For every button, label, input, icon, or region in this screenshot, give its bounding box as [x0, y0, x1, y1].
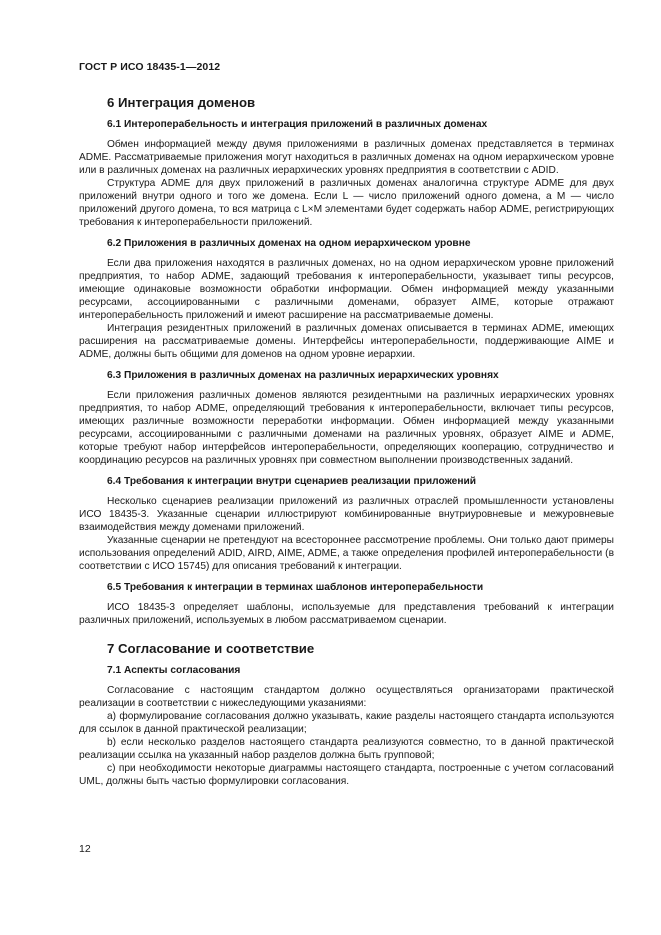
paragraph: Если приложения различных доменов являются резидентными на различных иерархических уровнях предприятия, то набор ADME, определяющий требования к интероперабельности, включает типы ресурсов, имеющих различные возможности переработки информации. Обмен информацией между указанными ресурсами, ассоциированными с различными доменами на различных уровнях, образует AIME и ADME, которые требуют набор интерфейсов интероперабельности, определяющих кооперацию, сотрудничество и координацию ресурсов на различных уровнях при совместном выполнении производственных заданий. [79, 390, 614, 466]
paragraph: Если два приложения находятся в различных доменах, но на одном иерархическом уровне приложений предприятия, то набор ADME, задающий требования к интероперабельности, указывает типы ресурсов, имеющие одинаковые возможности обработки информации. Обмен информацией между указанными ресурсами, ассоциированными с различными доменами, образует AIME, которые отражают интероперабельность приложений и имеют расширение на рассматриваемые домены. [79, 258, 614, 321]
subsection-title: 6.3 Приложения в различных доменах на различных иерархических уровнях [107, 370, 499, 381]
page-number: 12 [79, 843, 91, 855]
section-title: 7 Согласование и соответствие [107, 641, 315, 656]
document-header: ГОСТ Р ИСО 18435-1—2012 [79, 61, 221, 73]
paragraph: Структура ADME для двух приложений в различных доменах аналогична структуре ADME для двух приложений внутри одного и того же домена. Если L — число приложений одного домена, а M — число приложений другого домена, то вся матрица с L×M элементами будет содержать набор ADME, регистрирующих требования к интероперабельности приложений. [79, 178, 614, 228]
paragraph: Указанные сценарии не претендуют на всестороннее рассмотрение проблемы. Они только дают примеры использования определений ADID, AIRD, AIME, ADME, а также определения профилей интероперабельности (в соответствии с ИСО 15745) для описания требований к интеграции. [79, 535, 614, 572]
document-body [79, 95, 614, 788]
subsection-title: 6.2 Приложения в различных доменах на одном иерархическом уровне [107, 238, 471, 249]
subsection-title: 6.4 Требования к интеграции внутри сценариев реализации приложений [107, 476, 477, 487]
list-item: c) при необходимости некоторые диаграммы настоящего стандарта, построенные с учетом согласований UML, должны быть частью формулировки согласования. [79, 763, 614, 787]
paragraph: ИСО 18435-3 определяет шаблоны, используемые для представления требований к интеграции различных приложений, используемых в любом рассматриваемом сценарии. [79, 602, 614, 626]
list-item: b) если несколько разделов настоящего стандарта реализуются совместно, то в данной практической реализации ссылка на указанный набор разделов должна быть групповой; [79, 737, 614, 761]
subsection-title: 6.5 Требования к интеграции в терминах шаблонов интероперабельности [107, 582, 484, 593]
subsection-title: 6.1 Интероперабельность и интеграция приложений в различных доменах [107, 119, 488, 130]
paragraph: Согласование с настоящим стандартом должно осуществляться организаторами практической реализации в соответствии с нижеследующими указаниями: [79, 685, 614, 709]
subsection-title: 7.1 Аспекты согласования [107, 665, 241, 676]
section-title: 6 Интеграция доменов [107, 95, 256, 110]
paragraph: Интеграция резидентных приложений в различных доменах описывается в терминах ADME, имеющих расширения на рассматриваемые домены. Интерфейсы интероперабельности, поддерживающие AIME и ADME, должны быть общими для доменов на одном уровне иерархии. [79, 323, 614, 360]
list-item: a) формулирование согласования должно указывать, какие разделы настоящего стандарта используются для ссылок в данной практической реализации; [79, 711, 614, 735]
paragraph: Несколько сценариев реализации приложений из различных отраслей промышленности установлены ИСО 18435-3. Указанные сценарии иллюстрируют комбинированные внутриуровневые и межуровневые взаимодействия между доменами приложений. [79, 496, 614, 533]
paragraph: Обмен информацией между двумя приложениями в различных доменах представляется в терминах ADME. Рассматриваемые приложения могут находиться в различных доменах на одном иерархическом уровне или в различных доменах на различных иерархических уровнях предприятия в соответствии с ADID. [79, 139, 614, 176]
